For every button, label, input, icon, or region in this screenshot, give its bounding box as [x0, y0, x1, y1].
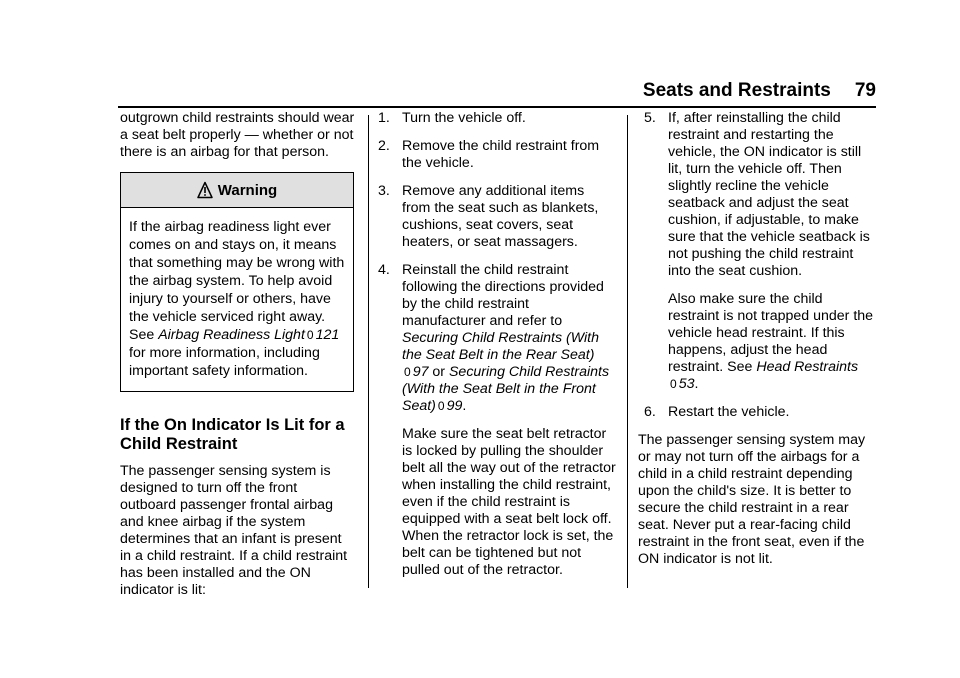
step-text — [668, 291, 876, 393]
page-ref-icon: 0 — [670, 377, 677, 391]
column-3 — [638, 110, 876, 579]
body-paragraph: The passenger sensing system is designed to turn off the front outboard passenger frontal airbag and knee airbag if the system determines that an infant is present in a child restraint. If a child restraint has been installed and the ON indicator is lit: — [120, 463, 348, 598]
step-text: Make sure the seat belt retractor is locked by pulling the shoulder belt all the way out of the retractor when installing the child restraint, even if the child restraint is equipped with a seat belt lock off. When the retractor lock is set, the belt can be tightened but not pulled out of the retractor. — [402, 426, 616, 578]
step-text-part: . — [462, 398, 467, 414]
step-number: 6. — [644, 404, 656, 420]
page-number: 79 — [854, 80, 876, 101]
intro-paragraph: outgrown child restraints should wear a seat belt properly — whether or not there is an airbag for that person. — [120, 110, 355, 160]
body-paragraph: The passenger sensing system may or may not turn off the airbags for a child in a child restraint depending upon the child's size. It is better to secure the child restraint in a rear seat. Never put a rear-facing child restraint in the front seat, even if the ON indicator is not lit. — [638, 432, 866, 567]
column-divider — [627, 115, 628, 588]
page-ref[interactable]: 53 — [678, 376, 695, 392]
list-item — [378, 110, 616, 127]
step-body — [402, 262, 616, 579]
step-number: 4. — [378, 262, 390, 278]
section-heading: If the On Indicator Is Lit for a Child Restraint — [120, 416, 345, 453]
step-text: If, after reinstalling the child restraint and restarting the vehicle, the ON indicator is still lit, turn the vehicle off. Then slightly recline the vehicle seatback and adjust the seat cushion, if adjustable, to make sure that the vehicle seatback is not pushing the child restraint into the seat cushion. — [668, 110, 870, 279]
column-2 — [378, 110, 616, 590]
steps-list — [638, 110, 876, 421]
list-item — [378, 262, 616, 579]
list-item — [638, 110, 876, 393]
step-text-part: or — [428, 364, 449, 380]
page-ref[interactable]: 121 — [315, 327, 340, 343]
step-text-part: Also make sure the child restraint is not trapped under the vehicle head restraint. If this happens, adjust the head restraint. See — [668, 291, 874, 375]
step-number: 1. — [378, 110, 390, 126]
step-text: Turn the vehicle off. — [402, 110, 526, 126]
page-header — [118, 80, 876, 102]
warning-text — [121, 208, 353, 391]
page-ref-icon: 0 — [404, 365, 411, 379]
step-text — [402, 262, 616, 415]
page-ref[interactable]: 97 — [412, 364, 429, 380]
step-text-part: Reinstall the child restraint following the directions provided by the child restraint manufacturer and refer to — [402, 262, 604, 329]
column-1 — [120, 110, 356, 610]
step-text-part: . — [694, 376, 699, 392]
page-ref[interactable]: 99 — [446, 398, 463, 414]
page-ref-icon: 0 — [306, 328, 314, 342]
warning-icon — [197, 181, 213, 199]
warning-header — [121, 173, 353, 208]
warning-title: Warning — [217, 181, 278, 199]
step-number: 5. — [644, 110, 656, 126]
step-number: 2. — [378, 138, 390, 154]
warning-box — [120, 172, 354, 392]
rear-seat-link[interactable]: Securing Child Restraints (With the Seat Belt in the Rear Seat) — [402, 330, 599, 363]
list-item — [378, 183, 616, 251]
warning-text-part: If the airbag readiness light ever comes on and stays on, it means that something may be wrong with the airbag system. To help avoid injury to yourself or others, have the vehicle serviced right away. See — [129, 219, 345, 343]
column-divider — [368, 115, 369, 588]
list-item — [378, 138, 616, 172]
warning-text-part: for more information, including important safety information. — [129, 345, 320, 379]
airbag-readiness-link[interactable]: Airbag Readiness Light — [158, 327, 305, 343]
step-body — [668, 110, 876, 393]
page-ref-icon: 0 — [437, 399, 445, 413]
header-rule — [118, 106, 876, 108]
step-text: Remove the child restraint from the vehicle. — [402, 138, 600, 171]
step-text: Remove any additional items from the seat such as blankets, cushions, seat covers, seat heaters, or seat massagers. — [402, 183, 599, 250]
steps-list — [378, 110, 616, 579]
list-item — [638, 404, 876, 421]
step-text: Restart the vehicle. — [668, 404, 790, 420]
step-number: 3. — [378, 183, 390, 199]
front-seat-link[interactable]: Securing Child Restraints (With the Seat Belt in the Front Seat) — [402, 364, 610, 414]
section-title: Seats and Restraints — [642, 80, 831, 101]
head-restraints-link[interactable]: Head Restraints — [756, 359, 859, 375]
